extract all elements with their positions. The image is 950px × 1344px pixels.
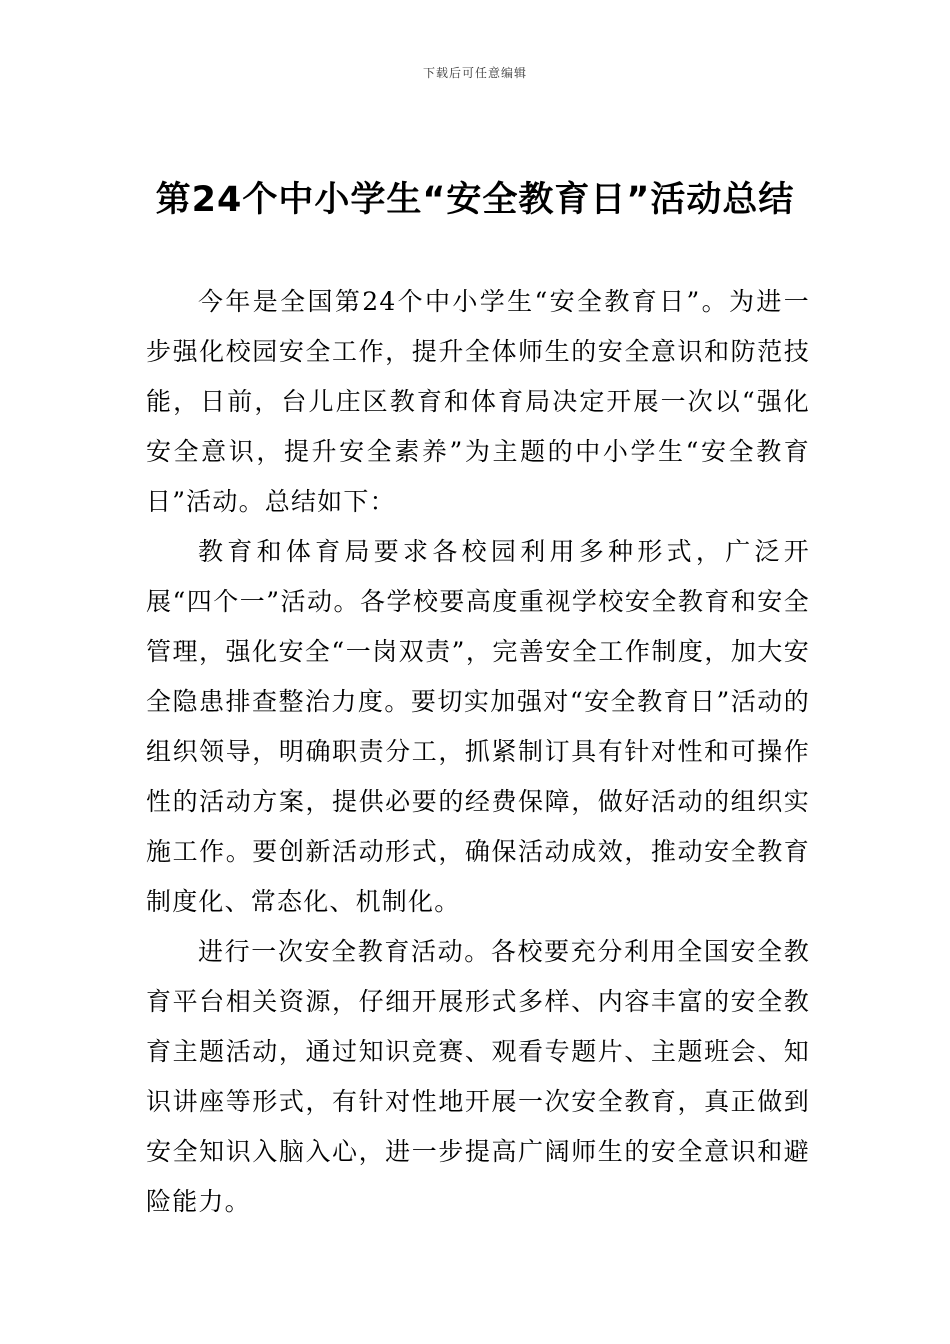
document-title: 第24个中小学生“安全教育日”活动总结 — [155, 180, 795, 220]
document-body — [146, 277, 810, 1227]
paragraph-2: 教育和体育局要求各校园利用多种形式，广泛开展“四个一”活动。各学校要高度重视学校安全教育和安全管理，强化安全“一岗双责”，完善安全工作制度，加大安全隐患排查整治力度。要切实加强对“安全教育日”活动的组织领导，明确职责分工，抓紧制订具有针对性和可操作性的活动方案，提供必要的经费保障，做好活动的组织实施工作。要创新活动形式，确保活动成效，推动安全教育制度化、常态化、机制化。 — [146, 537, 810, 916]
paragraph-1: 今年是全国第24个中小学生“安全教育日”。为进一步强化校园安全工作，提升全体师生的安全意识和防范技能，日前，台儿庄区教育和体育局决定开展一次以“强化安全意识，提升安全素养”为主题的中小学生“安全教育日”活动。总结如下： — [146, 287, 810, 516]
header-note: 下载后可任意编辑 — [422, 66, 527, 80]
paragraph-3: 进行一次安全教育活动。各校要充分利用全国安全教育平台相关资源，仔细开展形式多样、内容丰富的安全教育主题活动，通过知识竞赛、观看专题片、主题班会、知识讲座等形式，有针对性地开展一次安全教育，真正做到安全知识入脑入心，进一步提高广阔师生的安全意识和避险能力。 — [146, 937, 810, 1216]
